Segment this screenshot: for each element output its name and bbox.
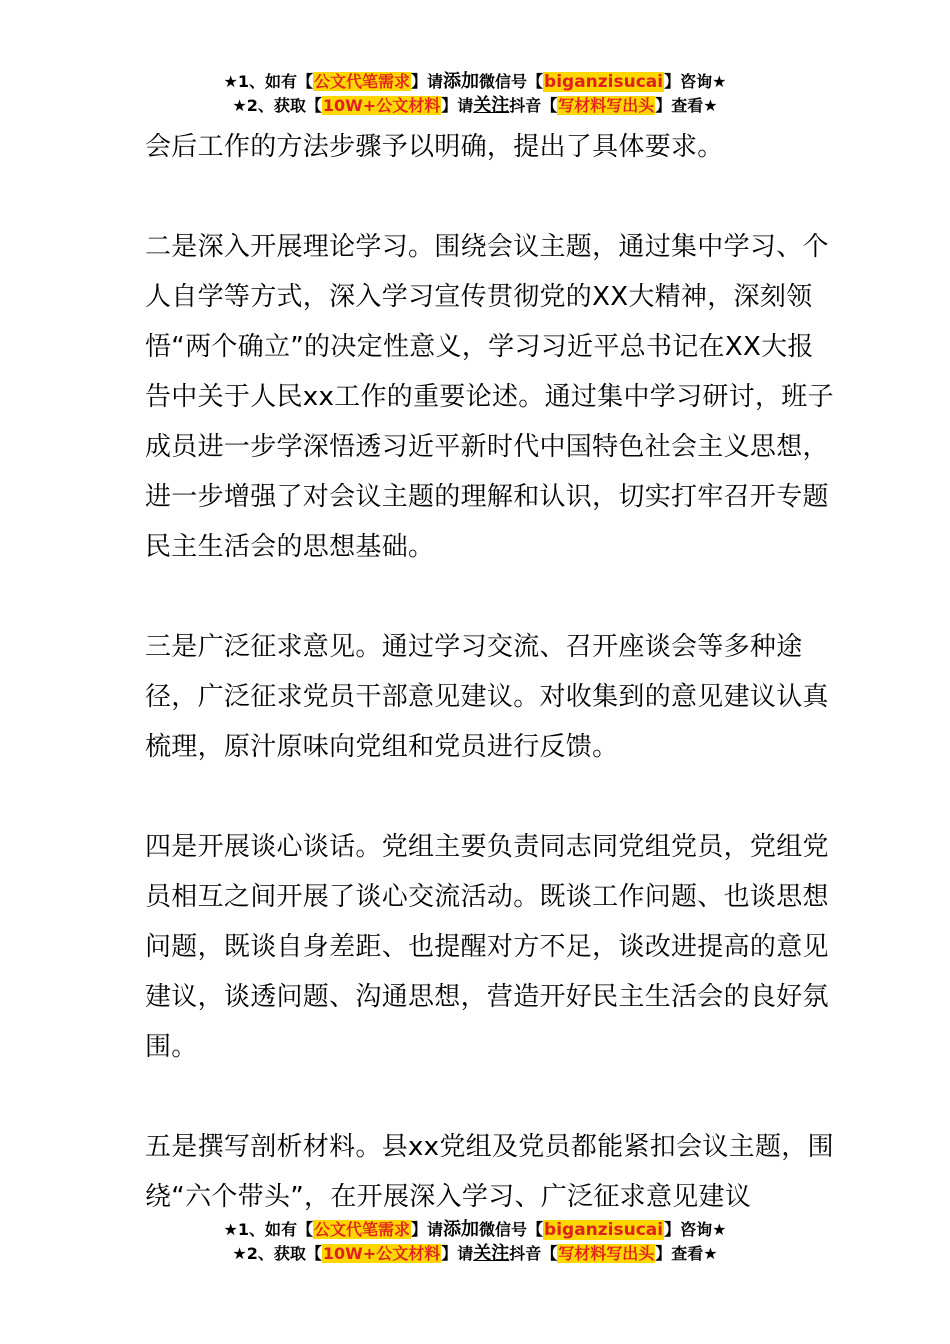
banner-emphasis: 添加	[443, 1219, 480, 1240]
banner-text: ★1、如有【	[223, 1220, 313, 1239]
banner-text: 】请	[411, 72, 444, 91]
banner-highlight: 10W+公文材料	[322, 96, 441, 115]
banner-line-2	[0, 1242, 950, 1266]
banner-text: 】请	[441, 96, 474, 115]
banner-text: 】咨询★	[664, 72, 727, 91]
banner-text: ★2、获取【	[232, 96, 322, 115]
banner-highlight: 公文代笔需求	[314, 1220, 411, 1239]
banner-text: 抖音【	[509, 96, 558, 115]
banner-text: 】查看★	[655, 1244, 718, 1263]
banner-text: 】咨询★	[664, 1220, 727, 1239]
top-banner	[0, 70, 950, 118]
banner-text: ★2、获取【	[232, 1244, 322, 1263]
paragraph: 三是广泛征求意见。通过学习交流、召开座谈会等多种途径，广泛征求党员干部意见建议。对收集到的意见建议认真梳理，原汁原味向党组和党员进行反馈。	[145, 632, 829, 762]
paragraph: 四是开展谈心谈话。党组主要负责同志同党组党员，党组党员相互之间开展了谈心交流活动。既谈工作问题、也谈思想问题，既谈自身差距、也提醒对方不足，谈改进提高的意见建议，谈透问题、沟通思想，营造开好民主生活会的良好氛围。	[145, 832, 829, 1062]
banner-highlight: 10W+公文材料	[322, 1244, 441, 1263]
banner-emphasis: 添加	[443, 71, 480, 92]
paragraph: 二是深入开展理论学习。围绕会议主题，通过集中学习、个人自学等方式，深入学习宣传贯彻党的XX大精神，深刻领悟“两个确立”的决定性意义，学习习近平总书记在XX大报告中关于人民xx工作的重要论述。通过集中学习研讨，班子成员进一步学深悟透习近平新时代中国特色社会主义思想，进一步增强了对会议主题的理解和认识，切实打牢召开专题民主生活会的思想基础。	[145, 232, 834, 562]
banner-text: 微信号【	[479, 1220, 544, 1239]
banner-emphasis: 关注	[473, 1243, 510, 1264]
banner-text: 】请	[441, 1244, 474, 1263]
banner-line-1	[0, 70, 950, 94]
banner-highlight: 公文代笔需求	[314, 72, 411, 91]
paragraph: 五是撰写剖析材料。县xx党组及党员都能紧扣会议主题，围绕“六个带头”，在开展深入学习、广泛征求意见建议	[145, 1132, 834, 1212]
douyin-account-highlight: 写材料写出头	[558, 96, 655, 115]
banner-emphasis: 关注	[473, 95, 510, 116]
banner-line-1	[0, 1218, 950, 1242]
wechat-id-highlight: biganzisucai	[544, 1220, 664, 1240]
banner-text: 】请	[411, 1220, 444, 1239]
wechat-id-highlight: biganzisucai	[544, 72, 664, 92]
bottom-banner	[0, 1218, 950, 1266]
banner-text: 微信号【	[479, 72, 544, 91]
banner-text: 抖音【	[509, 1244, 558, 1263]
paragraph: 会后工作的方法步骤予以明确，提出了具体要求。	[145, 132, 724, 162]
banner-text: 】查看★	[655, 96, 718, 115]
douyin-account-highlight: 写材料写出头	[558, 1244, 655, 1263]
banner-line-2	[0, 94, 950, 118]
banner-text: ★1、如有【	[223, 72, 313, 91]
document-body	[145, 122, 835, 1222]
